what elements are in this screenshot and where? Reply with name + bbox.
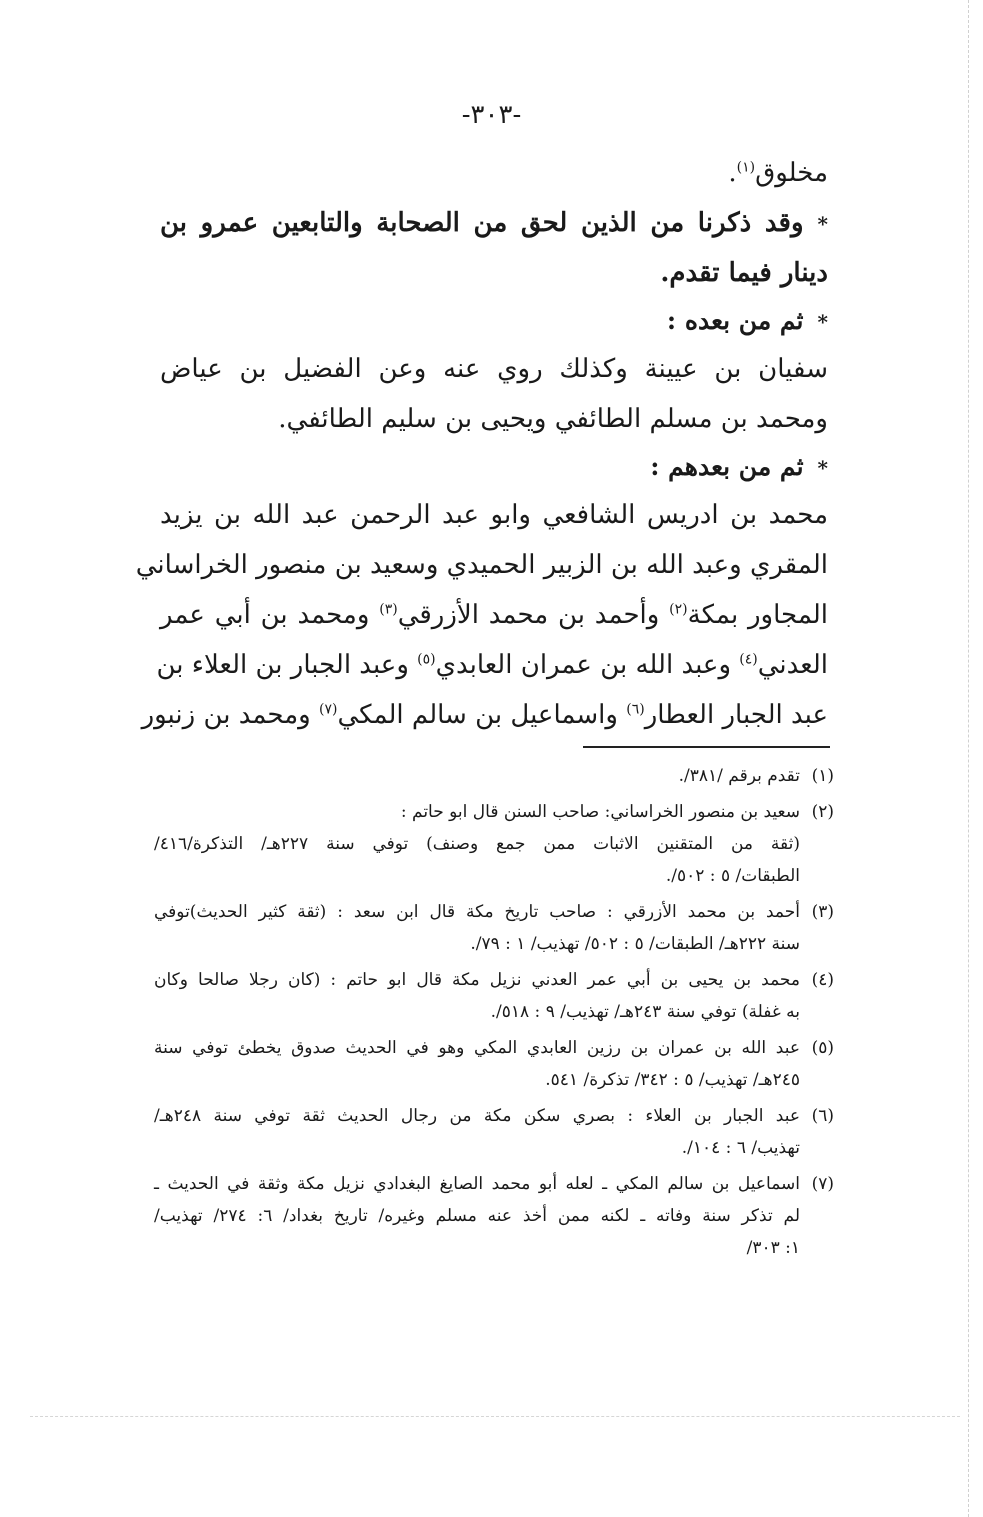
main-line-6 <box>160 394 828 444</box>
footnote-7 <box>154 1168 834 1264</box>
heading-text: ثم من بعده : <box>666 306 804 335</box>
footnote-line: لم تذكر سنة وفاته ـ لكنه ممن أخذ عنه مسلم وغيره/ تاريخ بغداد/ ٦: ٢٧٤/ تهذيب/ <box>154 1206 800 1226</box>
footnote-number: (٤) <box>811 970 834 990</box>
footnote-6 <box>154 1100 834 1164</box>
footnote-separator <box>583 746 830 748</box>
main-line-9 <box>135 540 828 590</box>
footnote-4 <box>154 964 834 1028</box>
footnote-2 <box>154 796 834 892</box>
footnote-line: عبد الله بن عمران بن رزين العابدي المكي وهو في الحديث صدوق يخطئ توفي سنة <box>154 1038 800 1058</box>
footnote-number: (٧) <box>811 1174 834 1194</box>
footnote-line: عبد الجبار بن العلاء : بصري سكن مكة من رجال الحديث ثقة توفي سنة ٢٤٨هـ/ <box>154 1106 800 1126</box>
footnote-ref: (٣) <box>379 601 398 618</box>
main-text-span: وعبد الله بن عمران العابدي <box>435 650 740 680</box>
main-line-10 <box>160 590 828 640</box>
footnote-5 <box>154 1032 834 1096</box>
main-text-span: المجاور بمكة <box>687 600 828 630</box>
footnote-line: أحمد بن محمد الأزرقي : صاحب تاريخ مكة قال ابن سعد : (ثقة كثير الحديث)توفي <box>154 902 800 922</box>
footnotes <box>154 760 834 1268</box>
footnote-ref: (٥) <box>417 651 436 668</box>
footnote-line: سنة ٢٢٢هـ/ الطبقات/ ٥ : ٥٠٢/ تهذيب/ ١ : ٧٩/. <box>470 934 800 954</box>
main-text-span: وقد ذكرنا من الذين لحق من الصحابة والتابعين عمرو بن <box>160 208 804 238</box>
footnote-line: محمد بن يحيى بن أبي عمر العدني نزيل مكة قال ابو حاتم : (كان رجلا صالحا وكان <box>154 970 800 990</box>
main-text-span: وعبد الجبار بن العلاء بن <box>156 650 418 680</box>
main-text-span: العدني <box>757 650 828 680</box>
main-text-span: ومحمد بن أبي عمر <box>160 600 380 630</box>
footnote-line: به غفلة) توفي سنة ٢٤٣هـ/ تهذيب/ ٩ : ٥١٨/. <box>490 1002 800 1022</box>
footnote-line: الطبقات/ ٥ : ٥٠٢/. <box>665 866 800 886</box>
section-heading <box>160 444 828 490</box>
scan-edge-bottom <box>30 1416 960 1417</box>
main-line-1 <box>160 148 828 198</box>
bullet-star: * <box>817 310 828 334</box>
main-line-8 <box>160 490 828 540</box>
footnote-line: ٢٤٥هـ/ تهذيب/ ٥ : ٣٤٢/ تذكرة/ ٥٤١. <box>545 1070 800 1090</box>
scan-edge-right <box>968 0 969 1517</box>
footnote-number: (١) <box>811 766 834 786</box>
main-text-span: ومحمد بن زنبور <box>141 700 319 730</box>
main-text-span: دينار فيما تقدم. <box>660 258 828 288</box>
heading-text: ثم من بعدهم : <box>650 452 804 481</box>
main-line-2 <box>160 198 828 248</box>
page-number: -٣٠٣- <box>461 100 522 130</box>
section-heading <box>160 298 828 344</box>
footnote-line: سعيد بن منصور الخراساني: صاحب السنن قال ابو حاتم : <box>400 802 800 822</box>
footnote-number: (٥) <box>811 1038 834 1058</box>
main-text-span: عبد الجبار العطار <box>644 700 828 730</box>
main-text-span: محمد بن ادريس الشافعي وابو عبد الرحمن عبد الله بن يزيد <box>160 500 828 530</box>
footnote-1 <box>154 760 834 792</box>
main-text-span: وأحمد بن محمد الأزرقي <box>397 600 670 630</box>
footnote-line: اسماعيل بن سالم المكي ـ لعله أبو محمد الصايغ البغدادي نزيل مكة وثقة في الحديث ـ <box>154 1174 800 1194</box>
main-line-11 <box>156 640 828 690</box>
bullet-star: * <box>817 456 828 480</box>
footnote-number: (٣) <box>811 902 834 922</box>
footnote-ref: (١) <box>736 159 756 176</box>
bullet-star: * <box>817 212 828 236</box>
main-text-span: واسماعيل بن سالم المكي <box>337 700 627 730</box>
footnote-3 <box>154 896 834 960</box>
main-line-5 <box>160 344 828 394</box>
main-text <box>135 148 828 740</box>
main-text-span: سفيان بن عيينة وكذلك روي عنه وعن الفضيل بن عياض <box>160 354 828 384</box>
footnote-ref: (٢) <box>669 601 688 618</box>
footnote-number: (٢) <box>811 802 834 822</box>
footnote-line: ١: ٣٠٣/ <box>746 1238 800 1258</box>
footnote-number: (٦) <box>811 1106 834 1126</box>
main-text-span: . <box>728 158 737 188</box>
footnote-line: (ثقة من المتقنين الاثبات ممن جمع وصنف) توفي سنة ٢٢٧هـ/ التذكرة/٤١٦/ <box>154 834 801 854</box>
footnote-line: تهذيب/ ٦ : ١٠٤/. <box>681 1138 800 1158</box>
footnote-ref: (٦) <box>626 701 645 718</box>
main-line-12 <box>141 690 828 740</box>
main-text-span: ومحمد بن مسلم الطائفي ويحيى بن سليم الطائفي. <box>278 404 828 434</box>
footnote-ref: (٧) <box>318 701 338 718</box>
main-text-span: مخلوق <box>755 158 828 188</box>
footnote-line: تقدم برقم /٣٨١/. <box>678 766 800 786</box>
main-line-3 <box>160 248 828 298</box>
footnote-ref: (٤) <box>739 651 758 668</box>
main-text-span: المقري وعبد الله بن الزبير الحميدي وسعيد بن منصور الخراساني <box>135 550 828 580</box>
